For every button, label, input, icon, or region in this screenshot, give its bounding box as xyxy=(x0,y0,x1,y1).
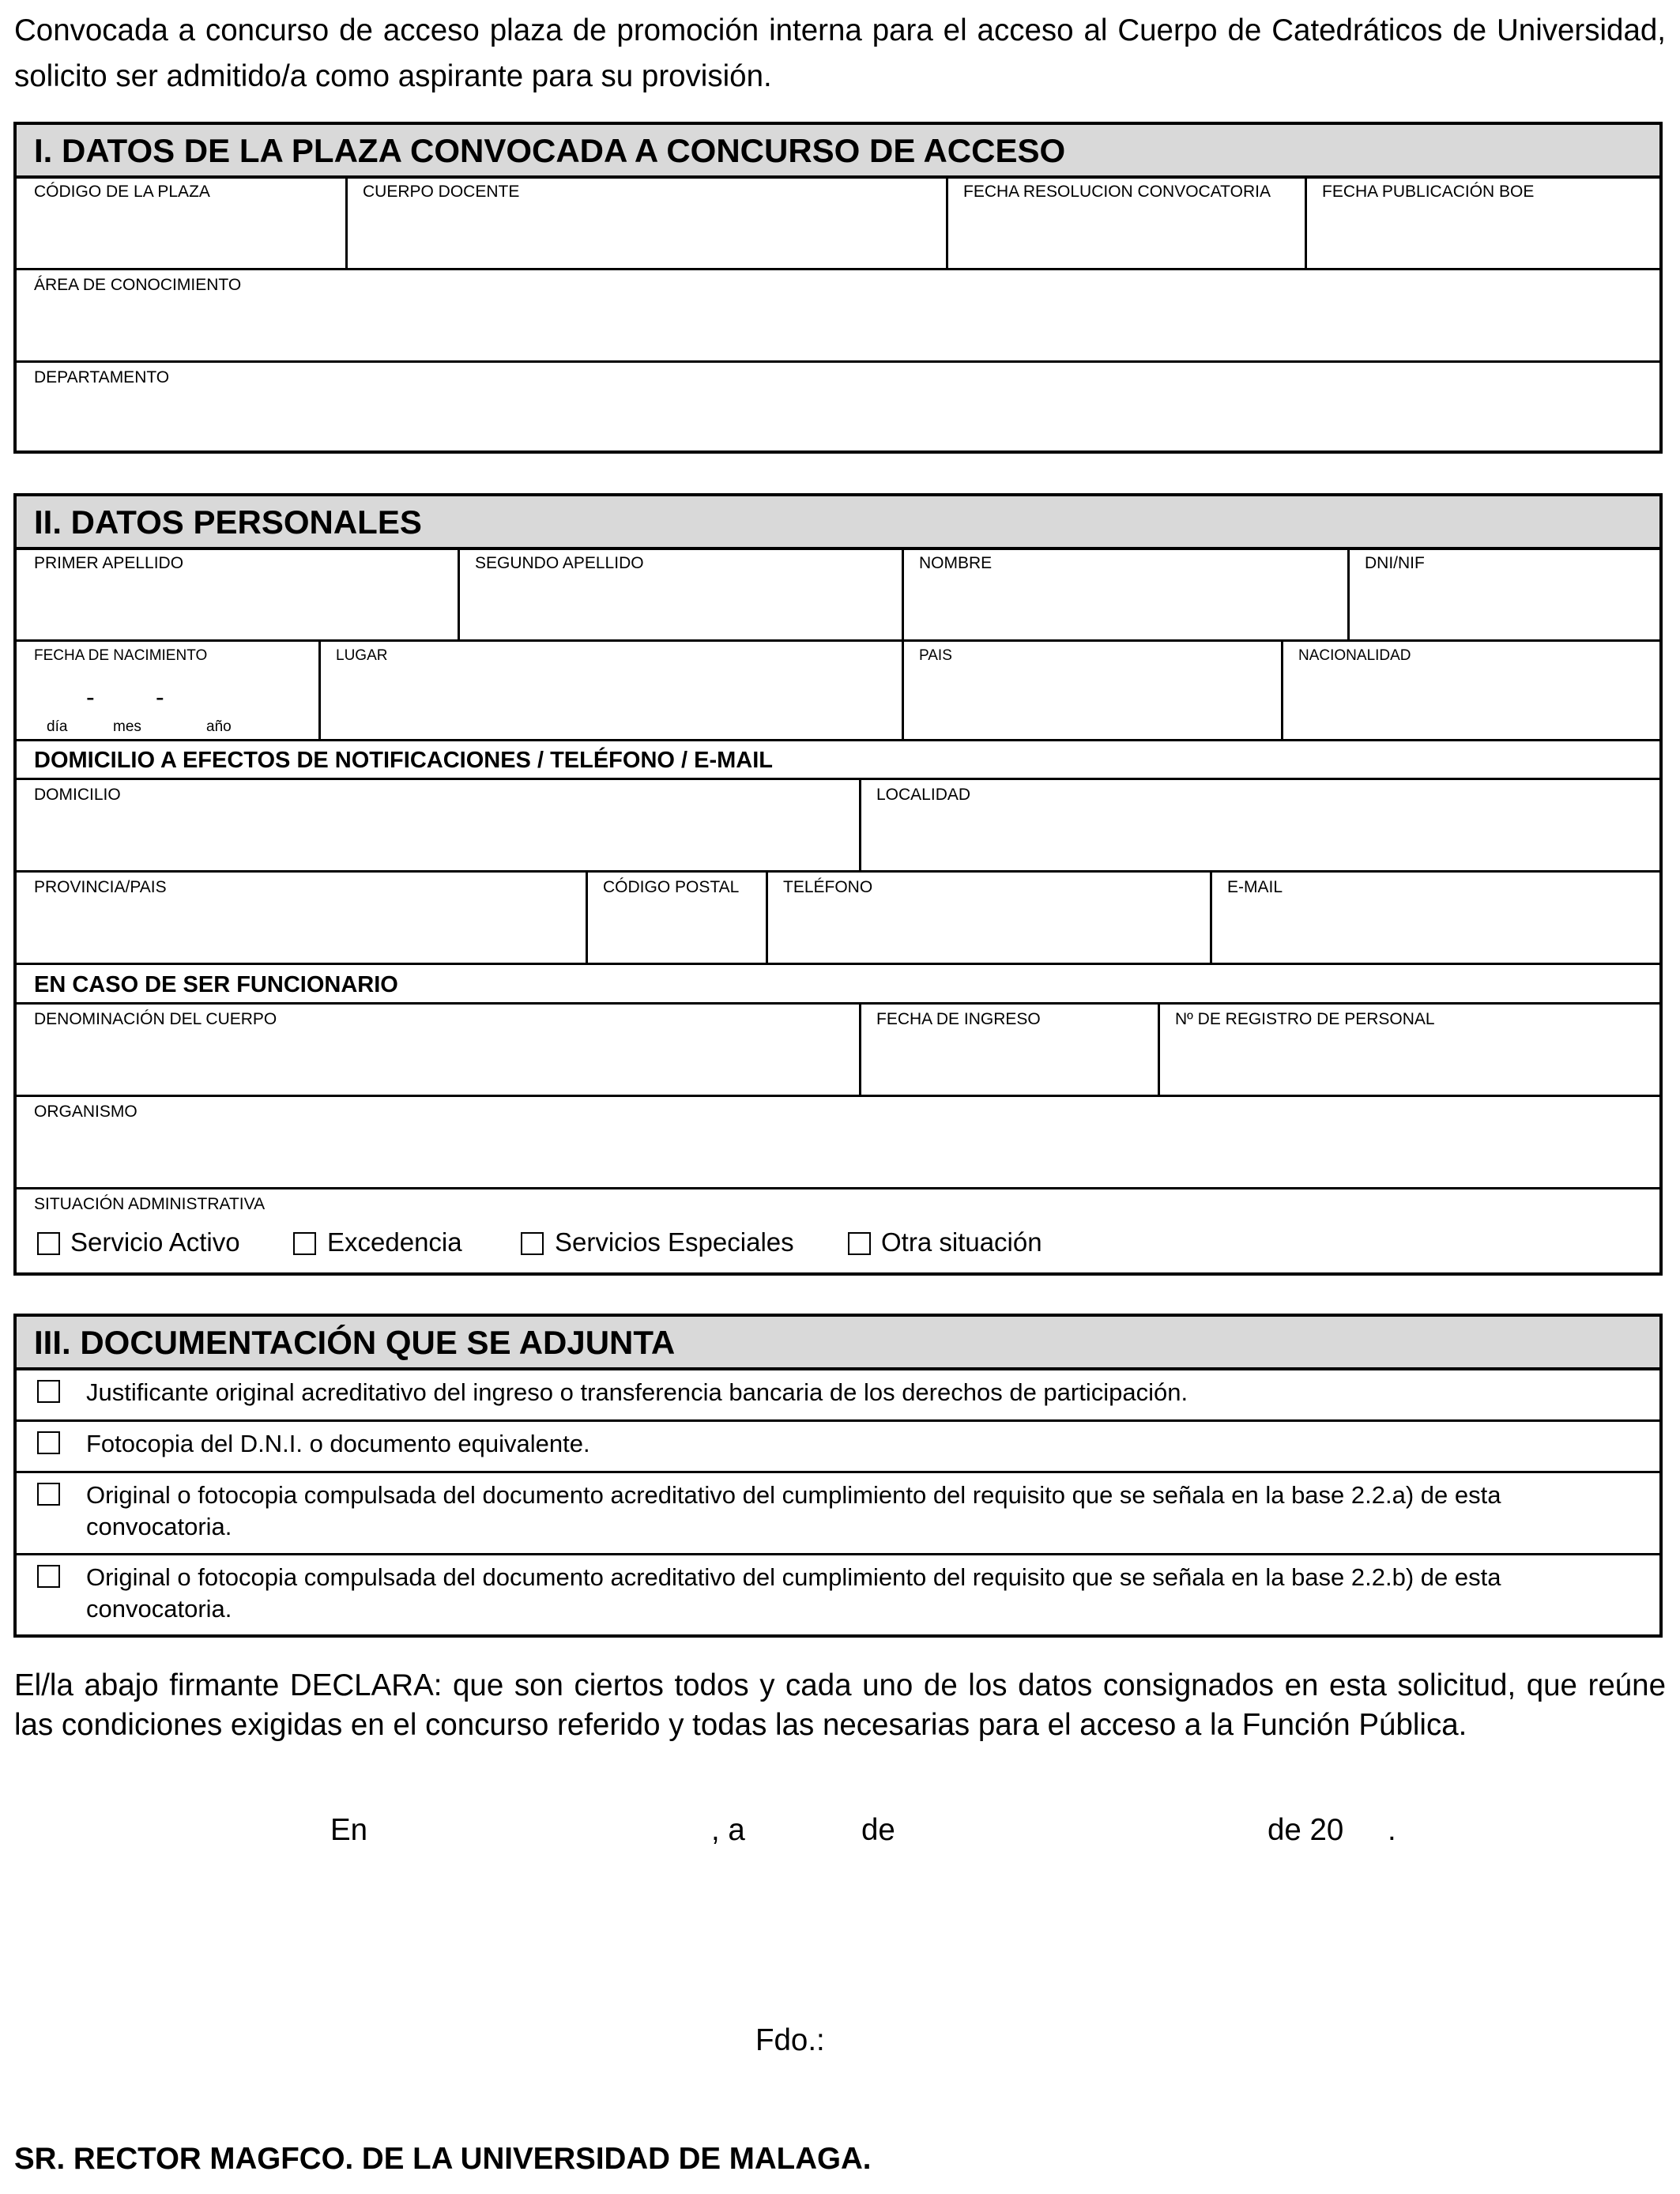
date-separator: - xyxy=(86,683,95,711)
section-documentacion xyxy=(13,1314,1663,1638)
divider xyxy=(17,739,1659,741)
departamento-field[interactable]: DEPARTAMENTO xyxy=(34,368,170,386)
divider xyxy=(946,175,948,270)
divider xyxy=(17,1095,1659,1097)
servicios-especiales-checkbox[interactable] xyxy=(521,1232,544,1255)
dia-label: día xyxy=(47,718,68,735)
domicilio-subheading: DOMICILIO A EFECTOS DE NOTIFICACIONES / TELÉFONO / E-MAIL xyxy=(34,748,773,773)
domicilio-field[interactable]: DOMICILIO xyxy=(34,786,121,804)
divider xyxy=(17,1187,1659,1189)
doc-base-a-label: Original o fotocopia compulsada del documento acreditativo del cumplimiento del requisito que se señala en la base 2.2.a) de esta convocatoria. xyxy=(86,1481,1501,1540)
section-plaza xyxy=(13,122,1663,454)
codigo-postal-field[interactable]: CÓDIGO POSTAL xyxy=(603,878,740,896)
doc-dni-label: Fotocopia del D.N.I. o documento equivalente. xyxy=(86,1430,590,1457)
divider xyxy=(902,639,904,741)
doc-dni-checkbox[interactable] xyxy=(37,1431,60,1454)
section-documentacion-title: III. DOCUMENTACIÓN QUE SE ADJUNTA xyxy=(17,1317,1659,1370)
fecha-boe-field[interactable]: FECHA PUBLICACIÓN BOE xyxy=(1322,183,1535,201)
servicio-activo-checkbox[interactable] xyxy=(37,1232,60,1255)
divider xyxy=(17,1002,1659,1005)
divider xyxy=(17,639,1659,642)
section-plaza-title: I. DATOS DE LA PLAZA CONVOCADA A CONCURSO DE ACCESO xyxy=(17,125,1659,179)
lugar-field[interactable]: LUGAR xyxy=(336,647,388,664)
doc-base-a-checkbox[interactable] xyxy=(37,1483,60,1506)
divider xyxy=(586,870,588,964)
divider xyxy=(902,547,904,641)
divider xyxy=(458,547,460,641)
situacion-label: SITUACIÓN ADMINISTRATIVA xyxy=(34,1195,266,1213)
date-end-dot: . xyxy=(1388,1813,1396,1847)
divider xyxy=(766,870,768,964)
nacionalidad-field[interactable]: NACIONALIDAD xyxy=(1298,647,1411,664)
denominacion-cuerpo-field[interactable]: DENOMINACIÓN DEL CUERPO xyxy=(34,1010,277,1028)
divider xyxy=(17,1419,1659,1422)
excedencia-checkbox[interactable] xyxy=(293,1232,316,1255)
servicios-especiales-label: Servicios Especiales xyxy=(555,1227,794,1257)
otra-situacion-label: Otra situación xyxy=(881,1227,1042,1257)
section-datos-personales xyxy=(13,493,1663,1276)
cuerpo-docente-field[interactable]: CUERPO DOCENTE xyxy=(363,183,520,201)
date-a: , a xyxy=(711,1813,745,1847)
mes-label: mes xyxy=(113,718,141,735)
place-en: En xyxy=(330,1813,368,1847)
divider xyxy=(1305,175,1307,270)
pais-field[interactable]: PAIS xyxy=(919,647,952,664)
divider xyxy=(859,778,861,872)
doc-justificante-checkbox[interactable] xyxy=(37,1380,60,1403)
registro-personal-field[interactable]: Nº DE REGISTRO DE PERSONAL xyxy=(1175,1010,1435,1028)
section-personales-title: II. DATOS PERSONALES xyxy=(17,496,1659,550)
email-field[interactable]: E-MAIL xyxy=(1227,878,1283,896)
divider xyxy=(17,360,1659,363)
signature-fdo: Fdo.: xyxy=(755,2023,825,2057)
divider xyxy=(345,175,348,270)
divider xyxy=(17,870,1659,873)
addressee: SR. RECTOR MAGFCO. DE LA UNIVERSIDAD DE MALAGA. xyxy=(14,2142,872,2176)
date-separator: - xyxy=(156,683,164,711)
organismo-field[interactable]: ORGANISMO xyxy=(34,1103,137,1121)
primer-apellido-field[interactable]: PRIMER APELLIDO xyxy=(34,554,184,572)
provincia-field[interactable]: PROVINCIA/PAIS xyxy=(34,878,167,896)
divider xyxy=(318,639,321,741)
anio-label: año xyxy=(206,718,232,735)
excedencia-label: Excedencia xyxy=(327,1227,462,1257)
divider xyxy=(17,1553,1659,1555)
divider xyxy=(17,778,1659,780)
divider xyxy=(1158,1002,1160,1096)
divider xyxy=(17,963,1659,965)
codigo-plaza-field[interactable]: CÓDIGO DE LA PLAZA xyxy=(34,183,210,201)
servicio-activo-label: Servicio Activo xyxy=(70,1227,240,1257)
divider xyxy=(1281,639,1283,741)
localidad-field[interactable]: LOCALIDAD xyxy=(876,786,971,804)
divider xyxy=(1210,870,1212,964)
segundo-apellido-field[interactable]: SEGUNDO APELLIDO xyxy=(475,554,644,572)
divider xyxy=(1347,547,1350,641)
date-de-year: de 20 xyxy=(1268,1813,1344,1847)
nombre-field[interactable]: NOMBRE xyxy=(919,554,993,572)
fecha-ingreso-field[interactable]: FECHA DE INGRESO xyxy=(876,1010,1041,1028)
divider xyxy=(17,268,1659,270)
doc-justificante-label: Justificante original acreditativo del ingreso o transferencia bancaria de los derechos de participación. xyxy=(86,1378,1188,1406)
otra-situacion-checkbox[interactable] xyxy=(848,1232,871,1255)
date-de-month: de xyxy=(861,1813,895,1847)
area-conocimiento-field[interactable]: ÁREA DE CONOCIMIENTO xyxy=(34,276,242,294)
doc-base-b-label: Original o fotocopia compulsada del documento acreditativo del cumplimiento del requisito que se señala en la base 2.2.b) de esta convocatoria. xyxy=(86,1563,1501,1623)
doc-base-b-checkbox[interactable] xyxy=(37,1565,60,1588)
telefono-field[interactable]: TELÉFONO xyxy=(783,878,873,896)
divider xyxy=(17,1471,1659,1473)
fecha-nacimiento-field[interactable]: FECHA DE NACIMIENTO xyxy=(34,647,208,664)
declaration-paragraph: El/la abajo firmante DECLARA: que son ciertos todos y cada uno de los datos consignados en esta solicitud, que reúne las condiciones exigidas en el concurso referido y todas las necesarias para el acceso a la Función Pública. xyxy=(14,1668,1666,1742)
intro-paragraph: Convocada a concurso de acceso plaza de promoción interna para el acceso al Cuerpo de Catedráticos de Universidad, solicito ser admitido/a como aspirante para su provisión. xyxy=(14,13,1666,93)
funcionario-subheading: EN CASO DE SER FUNCIONARIO xyxy=(34,972,398,997)
fecha-resolucion-field[interactable]: FECHA RESOLUCION CONVOCATORIA xyxy=(963,183,1271,201)
dni-field[interactable]: DNI/NIF xyxy=(1365,554,1425,572)
divider xyxy=(859,1002,861,1096)
